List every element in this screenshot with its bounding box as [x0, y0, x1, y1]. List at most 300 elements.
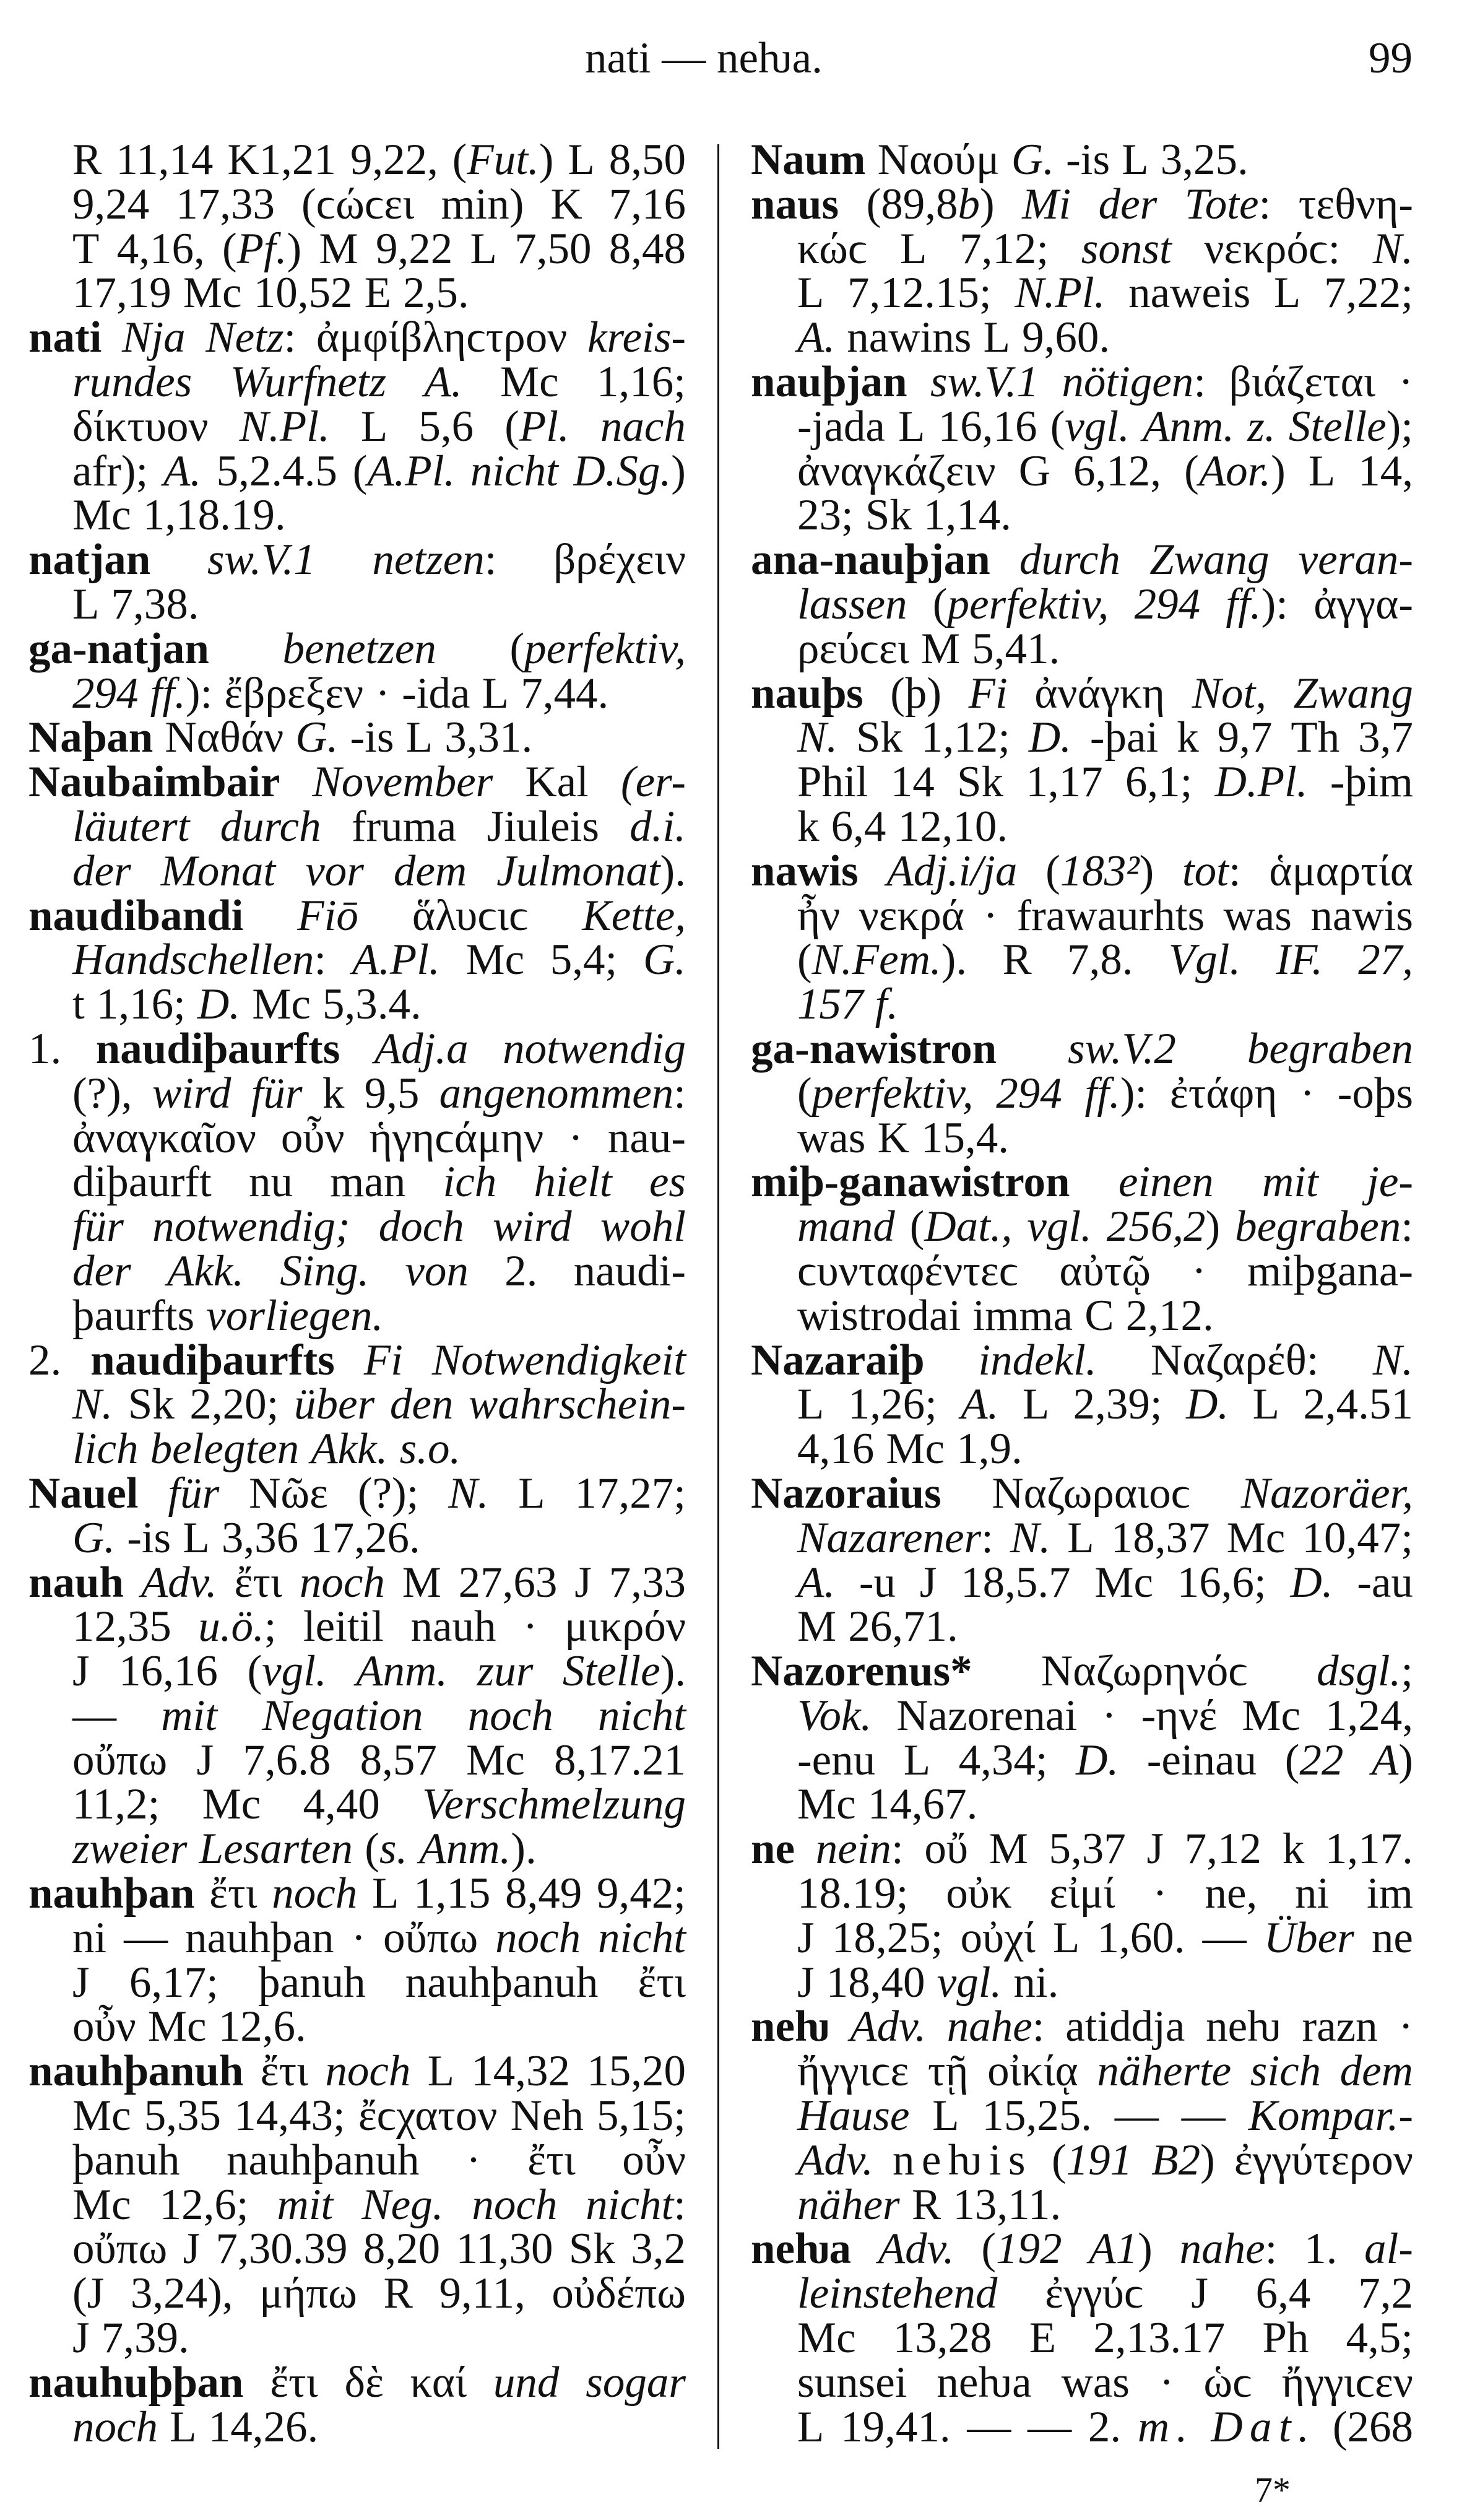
word	[1184, 446, 1286, 495]
text: neƕa	[937, 2358, 1032, 2407]
text: ἁμαρτία	[1269, 846, 1413, 895]
entry-line	[751, 1246, 1413, 1295]
text: ἤγγιϲεν	[1281, 2358, 1413, 2407]
italic-text: Lesarten	[199, 1825, 353, 1874]
text: 7,12.15;	[847, 269, 992, 318]
text: 3,31.	[444, 713, 533, 762]
text: -einau	[1146, 1736, 1257, 1784]
text: ϲυνταφέντεϲ	[797, 1246, 1019, 1295]
text: 5,4;	[550, 936, 618, 984]
text: 7,44.	[521, 669, 609, 718]
entry-line	[751, 760, 1413, 805]
text: 17,26.	[310, 1513, 420, 1562]
text: ἔτι	[209, 1869, 257, 1918]
word	[297, 891, 358, 940]
text: Sk	[128, 1380, 175, 1429]
text: —	[1181, 2092, 1226, 2140]
text: -is	[127, 1513, 171, 1562]
word	[412, 891, 529, 940]
word	[1026, 760, 1102, 805]
word	[1291, 713, 1340, 762]
text: :	[1228, 846, 1241, 895]
word	[1073, 1380, 1162, 1429]
text: -oþs	[1337, 1069, 1413, 1118]
word	[992, 1469, 1191, 1518]
word	[841, 2402, 951, 2451]
italic-text: sw.V.2	[1068, 1024, 1176, 1073]
text: naudi-	[573, 1246, 686, 1295]
word	[797, 2180, 900, 2229]
word	[797, 271, 824, 316]
word	[563, 1649, 686, 1694]
entry-line	[28, 980, 686, 1029]
headword: neƕa	[751, 2225, 852, 2274]
text: (ϲώϲει	[301, 180, 415, 228]
word	[1027, 1202, 1092, 1251]
italic-text: 294	[72, 669, 139, 718]
text: )	[671, 446, 686, 495]
word	[797, 1736, 876, 1784]
italic-text: Adj.a	[374, 1024, 469, 1073]
dictionary-entry	[28, 2358, 686, 2451]
word	[643, 938, 686, 983]
word	[259, 2269, 357, 2318]
italic-text: G.	[72, 1513, 116, 1562]
text: ni.	[1013, 1958, 1059, 2007]
word	[608, 1558, 686, 1607]
spaced-text: neƕis	[892, 2135, 1032, 2184]
entry-line	[751, 2269, 1413, 2318]
italic-text: noch	[325, 2047, 411, 2096]
text: L	[1252, 1380, 1279, 1429]
word	[797, 980, 863, 1029]
text: L	[482, 669, 509, 718]
text: —	[967, 2402, 1011, 2451]
word	[1097, 1913, 1185, 1962]
italic-text: D.Sg.	[573, 446, 672, 495]
word	[176, 180, 275, 228]
entry-line	[751, 313, 1413, 362]
word	[72, 2227, 167, 2272]
entry-line	[28, 2269, 686, 2318]
text: wistrodai	[797, 1291, 961, 1340]
headword: neƕ	[751, 2002, 829, 2051]
entry-line	[751, 1913, 1413, 1962]
text: Mc	[72, 2092, 131, 2140]
text: Ναθάν	[165, 713, 284, 762]
word	[946, 1869, 1012, 1918]
word	[1250, 2049, 1321, 2094]
entry-line	[751, 2402, 1413, 2451]
word	[72, 2180, 131, 2229]
italic-text: Handschellen	[72, 936, 314, 984]
word	[797, 2402, 824, 2451]
text: fruma	[351, 802, 457, 851]
italic-text: lich	[72, 1425, 139, 1474]
text: 2,13.17	[1093, 2314, 1226, 2363]
word	[389, 1380, 454, 1429]
text: Phil	[797, 758, 868, 807]
italic-text: durch	[1019, 536, 1120, 584]
text: 7,2	[1358, 2269, 1413, 2318]
word	[797, 1113, 866, 1162]
word	[299, 1558, 385, 1607]
italic-text: indekl.	[978, 1336, 1097, 1384]
italic-text: hielt	[534, 1158, 612, 1207]
italic-text: D.	[1290, 1558, 1333, 1607]
word	[1295, 1869, 1330, 1918]
italic-text: N.Fem.	[811, 936, 941, 984]
text: 6,4	[1255, 2269, 1311, 2318]
text: 1,24,	[1325, 1691, 1413, 1740]
dictionary-entry	[751, 180, 1413, 362]
headword-line	[28, 1469, 686, 1518]
dictionary-entry	[751, 1649, 1413, 1827]
word	[72, 1958, 90, 2007]
text: ἐτάφη	[1169, 1069, 1278, 1118]
text: ἐγγύϲ	[1045, 2269, 1144, 2318]
word	[1211, 2402, 1317, 2451]
word	[28, 538, 150, 583]
text: k	[1282, 1825, 1305, 1874]
word	[393, 846, 467, 895]
word	[1097, 2049, 1231, 2094]
headword: ga-nawistron	[751, 1024, 997, 1073]
text: was	[1223, 891, 1292, 940]
italic-text: Tote	[1184, 180, 1259, 228]
word	[797, 1246, 1019, 1295]
entry-line	[28, 846, 686, 895]
word	[1281, 2358, 1413, 2407]
word	[1364, 2227, 1413, 2272]
text: L	[170, 2402, 197, 2451]
text: κώϲ	[797, 224, 868, 273]
italic-text: G.	[1011, 136, 1054, 184]
word	[363, 2227, 440, 2272]
headword-line	[28, 2049, 686, 2094]
text: -þai	[1089, 713, 1159, 762]
text: Kal	[525, 758, 589, 807]
italic-text: nötigen	[1062, 357, 1194, 406]
word	[28, 1469, 139, 1518]
word	[920, 713, 1010, 762]
word	[1304, 2227, 1337, 2272]
text: -is	[350, 713, 394, 762]
text: 1,26;	[847, 1380, 937, 1429]
word	[28, 760, 280, 805]
dictionary-entry	[751, 1160, 1413, 1338]
word	[1234, 2135, 1413, 2184]
word	[797, 1602, 837, 1651]
text: δίκτυον	[72, 402, 209, 451]
word	[183, 271, 242, 316]
entry-line	[28, 1691, 686, 1740]
dictionary-entry	[751, 669, 1413, 851]
word	[1101, 1691, 1117, 1740]
italic-text: begraben	[1247, 1024, 1413, 1073]
italic-text: N.	[797, 713, 838, 762]
word	[598, 1913, 686, 1962]
text: 8,48	[608, 224, 686, 273]
entry-line	[751, 1113, 1413, 1162]
text: :	[1032, 2002, 1045, 2051]
word	[797, 713, 838, 762]
text: imma	[972, 1291, 1073, 1340]
word	[218, 2002, 306, 2051]
italic-text: Anm.	[1143, 402, 1235, 451]
entry-line	[751, 2094, 1413, 2139]
italic-text: notwendig	[503, 1024, 686, 1073]
word	[160, 846, 276, 895]
word	[405, 713, 433, 762]
text: 9,11,	[439, 2269, 526, 2318]
word	[509, 624, 686, 673]
italic-text: wird	[493, 1202, 572, 1251]
text: 23;	[797, 491, 854, 540]
entry-line	[28, 1246, 686, 1295]
text: 6,17;	[129, 1958, 219, 2007]
text: 1,17	[1026, 758, 1103, 807]
word	[270, 2358, 318, 2407]
word	[470, 224, 497, 273]
entry-line	[751, 1558, 1413, 1607]
word	[831, 802, 886, 851]
text: );	[1386, 402, 1413, 451]
italic-text: (er-	[620, 758, 686, 807]
text: R	[72, 136, 102, 184]
word	[751, 1160, 1070, 1205]
italic-text: Julmonat	[496, 846, 660, 895]
headword-line	[751, 1469, 1413, 1518]
text: 14,67.	[867, 1780, 978, 1829]
word	[202, 1780, 261, 1829]
word	[466, 2135, 481, 2184]
word	[1298, 180, 1413, 228]
word	[400, 1427, 461, 1472]
word	[1332, 2402, 1413, 2451]
word	[374, 1024, 469, 1073]
word	[375, 224, 453, 273]
text: 27,63	[458, 1558, 558, 1607]
text: (	[222, 224, 237, 273]
word	[72, 1736, 168, 1784]
text: K	[877, 1113, 909, 1162]
headword-line	[751, 1827, 1413, 1872]
dictionary-entry	[751, 357, 1413, 540]
italic-text: perfektiv,	[947, 580, 1109, 628]
entry-line	[751, 1602, 1413, 1651]
text: ἔβρεξεν	[224, 669, 364, 718]
word	[751, 2227, 851, 2272]
entry-line	[751, 1291, 1413, 1340]
text: 7,38.	[111, 580, 199, 628]
word	[72, 402, 209, 451]
word	[847, 313, 972, 362]
word	[72, 2094, 131, 2139]
text: 2,20;	[189, 1380, 279, 1429]
word	[1192, 1246, 1206, 1295]
word	[1229, 357, 1375, 406]
word	[72, 1380, 113, 1429]
word	[891, 760, 935, 805]
text: -ηνέ	[1141, 1691, 1218, 1740]
text: frawaurhts	[1016, 891, 1205, 940]
italic-text: A.	[961, 1380, 999, 1429]
text: man	[330, 1158, 406, 1207]
word	[903, 1736, 931, 1784]
italic-text: vor	[305, 846, 364, 895]
italic-text: Adv.	[797, 2135, 873, 2184]
italic-text: sw.V.1	[207, 536, 316, 584]
text: -u	[859, 1558, 896, 1607]
text: ·	[1398, 2002, 1413, 2051]
text: L	[518, 1469, 545, 1518]
word	[960, 1913, 1036, 1962]
headword-line	[751, 357, 1413, 406]
italic-text: 22	[1299, 1736, 1344, 1784]
italic-text: 157	[797, 980, 863, 1029]
text: þanuh	[72, 2135, 180, 2184]
word	[470, 446, 558, 495]
word	[360, 1736, 437, 1784]
word	[372, 1869, 399, 1918]
text: Th	[1291, 713, 1340, 762]
italic-text: Adv.	[141, 1558, 217, 1607]
text: οὖν	[280, 1113, 345, 1162]
italic-text: Pl.	[519, 402, 569, 451]
word	[582, 891, 686, 940]
word	[1049, 1827, 1126, 1872]
word	[364, 1069, 420, 1118]
text: min)	[441, 180, 524, 228]
text: ·	[1192, 1246, 1206, 1295]
text: 14,	[1358, 446, 1413, 495]
word	[493, 1202, 572, 1251]
word	[1110, 1513, 1210, 1562]
word	[72, 1202, 124, 1251]
italic-text: 183²	[1060, 846, 1140, 895]
text: ἤγγιϲε	[797, 2047, 909, 2096]
text: 9,24	[72, 180, 150, 228]
headword: natjan	[28, 536, 151, 584]
text: 11,14	[116, 136, 214, 184]
text: 8,57	[360, 1736, 437, 1784]
word	[890, 669, 941, 718]
word	[1180, 2227, 1278, 2272]
italic-text: D.	[197, 980, 241, 1029]
word	[586, 2180, 686, 2229]
italic-text: 294	[1134, 580, 1201, 628]
word	[72, 138, 102, 183]
word	[493, 2358, 560, 2407]
text: 4,16	[797, 1425, 875, 1474]
italic-text: perfektiv,	[524, 624, 686, 673]
word	[797, 1691, 872, 1740]
word	[413, 1869, 491, 1918]
word	[924, 1827, 968, 1872]
italic-text: mand	[797, 1202, 895, 1251]
text: nauhþan	[185, 1913, 334, 1962]
text: ·	[983, 891, 998, 940]
text: 7,12;	[959, 224, 1049, 273]
word	[797, 1427, 874, 1472]
word	[72, 493, 131, 538]
italic-text: über	[294, 1380, 375, 1429]
word	[72, 224, 100, 273]
word	[893, 2316, 992, 2361]
word	[1125, 760, 1192, 805]
word	[1206, 2002, 1281, 2051]
right-column	[751, 138, 1413, 2449]
italic-text: November	[312, 758, 493, 807]
word	[1371, 1736, 1413, 1784]
italic-text: D.Pl.	[1214, 758, 1308, 807]
word	[482, 669, 509, 718]
word	[959, 224, 1049, 273]
italic-text: Verschmelzung	[422, 1780, 686, 1829]
italic-text: es	[649, 1158, 686, 1207]
text: Ναζαρέθ:	[1151, 1336, 1319, 1384]
entry-line	[751, 1869, 1413, 1918]
text: ):	[185, 669, 213, 718]
word	[1146, 1827, 1164, 1872]
italic-text: z.	[1247, 402, 1276, 451]
text: 14	[890, 758, 935, 807]
word	[252, 980, 311, 1029]
word	[550, 180, 582, 228]
text: τεθνη-	[1298, 180, 1413, 228]
word	[424, 357, 462, 406]
italic-text: Adv.	[850, 2002, 927, 2051]
text: L	[1052, 1913, 1080, 1962]
word	[1093, 2316, 1225, 2361]
text: 18,37	[1110, 1513, 1210, 1562]
text: L	[797, 2402, 824, 2451]
word	[325, 2049, 410, 2094]
entry-line	[751, 713, 1413, 762]
text: ·	[1398, 357, 1413, 406]
text: 5,37	[1049, 1825, 1126, 1874]
headword: ana-nauþjan	[751, 536, 990, 584]
italic-text: G.	[295, 713, 339, 762]
word	[1366, 1869, 1413, 1918]
italic-text: sonst	[1081, 224, 1172, 273]
word	[816, 1827, 904, 1872]
italic-text: Zwang	[1149, 536, 1270, 584]
word	[859, 1558, 896, 1607]
word	[797, 2135, 873, 2184]
italic-text: noch	[467, 1691, 553, 1740]
word	[953, 2180, 1062, 2229]
word	[471, 2049, 570, 2094]
word	[586, 2358, 686, 2407]
word	[609, 138, 686, 183]
word	[127, 1513, 171, 1562]
text: δὲ	[344, 2358, 384, 2407]
word	[243, 1736, 331, 1784]
text: 3,7	[1358, 713, 1413, 762]
word	[1159, 2358, 1174, 2407]
word	[222, 224, 302, 273]
headword-line	[751, 846, 1413, 895]
word	[111, 580, 199, 628]
entry-line	[28, 1602, 686, 1651]
word	[1303, 1380, 1413, 1429]
word	[1084, 1069, 1148, 1118]
italic-text: Adv.	[878, 2225, 954, 2274]
text: Sk	[856, 713, 903, 762]
word	[72, 1291, 195, 1340]
